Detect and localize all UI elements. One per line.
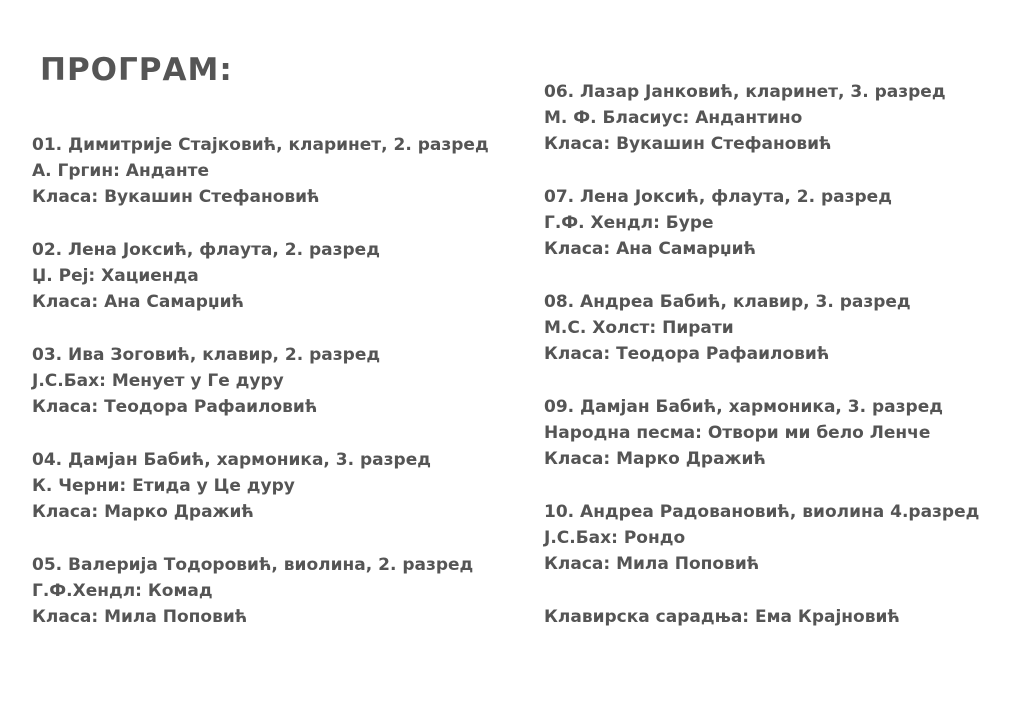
performer-line: 05. Валерија Тодоровић, виолина, 2. разред (32, 555, 474, 575)
performer-line: 09. Дамјан Бабић, хармоника, 3. разред (544, 397, 943, 417)
accompanist-credit: Клавирска сарадња: Ема Крајновић (544, 607, 900, 627)
performer-line: 08. Андреа Бабић, клавир, 3. разред (544, 292, 911, 312)
program-entry (544, 289, 1024, 367)
class-line: Класа: Марко Дражић (544, 449, 766, 469)
class-line: Класа: Теодора Рафаиловић (32, 397, 318, 417)
piece-line: М. Ф. Бласиус: Андантино (544, 108, 803, 128)
piece-line: Г.Ф. Хендл: Буре (544, 213, 714, 233)
program-entry (544, 499, 1024, 577)
performer-line: 03. Ива Зоговић, клавир, 2. разред (32, 345, 381, 365)
class-line: Класа: Мила Поповић (32, 607, 248, 627)
program-entry (32, 237, 512, 315)
program-entry (544, 184, 1024, 262)
piece-line: Ј.С.Бах: Рондо (544, 528, 686, 548)
piece-line: М.С. Холст: Пирати (544, 318, 734, 338)
class-line: Класа: Вукашин Стефановић (32, 187, 320, 207)
class-line: Класа: Ана Самарџић (32, 292, 245, 312)
program-entry (544, 394, 1024, 472)
performer-line: 04. Дамјан Бабић, хармоника, 3. разред (32, 450, 431, 470)
program-entry (32, 132, 512, 210)
class-line: Класа: Вукашин Стефановић (544, 134, 832, 154)
program-entry (544, 79, 1024, 157)
program-entry (32, 552, 512, 630)
class-line: Класа: Марко Дражић (32, 502, 254, 522)
piece-line: Џ. Реј: Хациенда (32, 266, 199, 286)
class-line: Класа: Ана Самарџић (544, 239, 757, 259)
piece-line: Г.Ф.Хендл: Комад (32, 581, 213, 601)
class-line: Класа: Теодора Рафаиловић (544, 344, 830, 364)
piece-line: К. Черни: Етида у Це дуру (32, 476, 295, 496)
performer-line: 10. Андреа Радовановић, виолина 4.разред (544, 502, 980, 522)
performer-line: 02. Лена Јоксић, флаута, 2. разред (32, 240, 380, 260)
piece-line: Ј.С.Бах: Менует у Ге дуру (32, 371, 284, 391)
page-title: ПРОГРАМ: (40, 52, 233, 88)
class-line: Класа: Мила Поповић (544, 554, 760, 574)
performer-line: 06. Лазар Јанковић, кларинет, 3. разред (544, 82, 946, 102)
program-column-left (32, 132, 512, 657)
program-entry (32, 447, 512, 525)
program-entry (32, 342, 512, 420)
performer-line: 07. Лена Јоксић, флаута, 2. разред (544, 187, 892, 207)
program-column-right (544, 79, 1024, 604)
performer-line: 01. Димитрије Стајковић, кларинет, 2. разред (32, 135, 489, 155)
piece-line: Народна песма: Отвори ми бело Ленче (544, 423, 931, 443)
piece-line: А. Гргин: Анданте (32, 161, 210, 181)
